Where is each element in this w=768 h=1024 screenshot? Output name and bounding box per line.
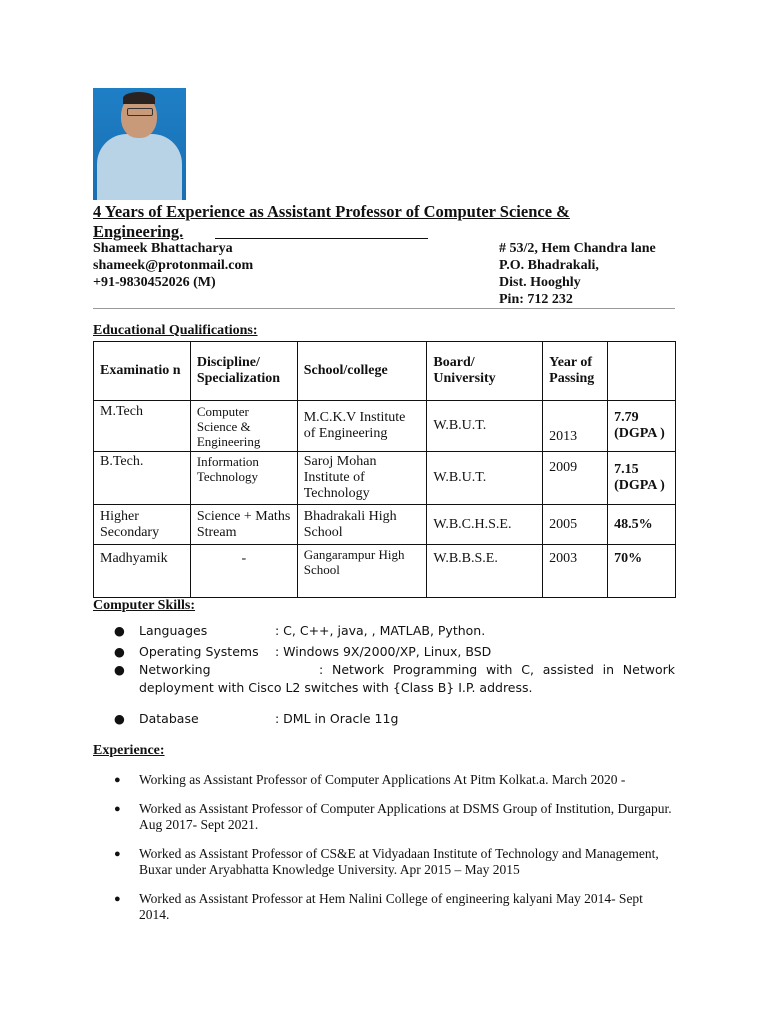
bullet-icon: ● bbox=[114, 803, 121, 815]
list-item bbox=[110, 661, 675, 697]
cell-board: W.B.U.T. bbox=[427, 401, 543, 452]
skill-value: : C, C++, java, , MATLAB, Python. bbox=[275, 623, 486, 638]
cell-board: W.B.C.H.S.E. bbox=[427, 505, 543, 545]
bullet-icon: ● bbox=[114, 623, 125, 638]
experience-text: Working as Assistant Professor of Computer Applications At Pitm Kolkat.a. March 2020 - bbox=[139, 772, 626, 787]
cell-school: Saroj Mohan Institute of Technology bbox=[297, 452, 427, 505]
cell-discipline: Information Technology bbox=[190, 452, 297, 505]
cell-board: W.B.U.T. bbox=[427, 452, 543, 505]
cell-exam: Higher Secondary bbox=[94, 505, 191, 545]
address-line-1: # 53/2, Hem Chandra lane bbox=[499, 241, 656, 256]
experience-text: Worked as Assistant Professor of Computer Applications at DSMS Group of Institution, Durgapur. Aug 2017- Sept 2021. bbox=[139, 801, 672, 832]
list-item bbox=[110, 846, 675, 878]
email: shameek@protonmail.com bbox=[93, 258, 254, 273]
contact-right bbox=[499, 240, 656, 308]
table-row bbox=[94, 452, 676, 505]
cell-discipline: Science + Maths Stream bbox=[190, 505, 297, 545]
cell-exam: Madhyamik bbox=[94, 545, 191, 598]
bullet-icon: ● bbox=[114, 893, 121, 905]
cell-score: 7.15 (DGPA ) bbox=[608, 452, 676, 505]
divider bbox=[93, 308, 675, 309]
skill-value: : Windows 9X/2000/XP, Linux, BSD bbox=[275, 644, 492, 659]
header-discipline: Discipline/ Specialization bbox=[190, 342, 297, 401]
phone: +91-9830452026 (M) bbox=[93, 275, 216, 290]
experience-text: Worked as Assistant Professor of CS&E at Vidyadaan Institute of Technology and Management, Buxar under Aryabhatta Knowledge University. Apr 2015 – May 2015 bbox=[139, 846, 659, 877]
table-row bbox=[94, 401, 676, 452]
skill-label: Networking bbox=[139, 662, 211, 677]
pin-code: Pin: 712 232 bbox=[499, 292, 573, 307]
bullet-icon: ● bbox=[114, 644, 125, 659]
skill-label: Database bbox=[139, 711, 199, 726]
experience-text: Worked as Assistant Professor at Hem Nalini College of engineering kalyani May 2014- Sept 2014. bbox=[139, 891, 643, 922]
bullet-icon: ● bbox=[114, 662, 125, 677]
skills-list bbox=[110, 622, 675, 728]
cell-exam: B.Tech. bbox=[94, 452, 191, 505]
skills-title: Computer Skills: bbox=[93, 598, 196, 613]
skill-value: : DML in Oracle 11g bbox=[275, 711, 399, 726]
bullet-icon: ● bbox=[114, 711, 125, 726]
skill-value: : Network Programming with C, assisted in Network deployment with Cisco L2 switches with {Class B} I.P. address. bbox=[139, 662, 675, 695]
cell-year: 2013 bbox=[543, 401, 608, 452]
table-row bbox=[94, 505, 676, 545]
education-table bbox=[93, 341, 676, 598]
skill-label: Languages bbox=[139, 623, 208, 638]
skill-label: Operating Systems bbox=[139, 644, 259, 659]
profile-photo bbox=[93, 88, 186, 200]
bullet-icon: ● bbox=[114, 774, 121, 786]
table-header-row bbox=[94, 342, 676, 401]
cell-score: 70% bbox=[608, 545, 676, 598]
experience-list bbox=[110, 772, 675, 923]
header-year: Year of Passing bbox=[543, 342, 608, 401]
experience-title: Experience: bbox=[93, 743, 165, 758]
header-exam: Examinatio n bbox=[94, 342, 191, 401]
contact-left bbox=[93, 240, 253, 291]
cell-year: 2009 bbox=[543, 452, 608, 505]
list-item bbox=[110, 801, 675, 833]
cell-discipline: Computer Science & Engineering bbox=[190, 401, 297, 452]
candidate-name: Shameek Bhattacharya bbox=[93, 241, 233, 256]
bullet-icon: ● bbox=[114, 848, 121, 860]
cell-school: Gangarampur High School bbox=[297, 545, 427, 598]
cell-score: 48.5% bbox=[608, 505, 676, 545]
cell-school: Bhadrakali High School bbox=[297, 505, 427, 545]
cell-score: 7.79 (DGPA ) bbox=[608, 401, 676, 452]
cell-school: M.C.K.V Institute of Engineering bbox=[297, 401, 427, 452]
header-board: Board/ University bbox=[427, 342, 543, 401]
cell-year: 2005 bbox=[543, 505, 608, 545]
cell-board: W.B.B.S.E. bbox=[427, 545, 543, 598]
header-school: School/college bbox=[297, 342, 427, 401]
cell-exam: M.Tech bbox=[94, 401, 191, 452]
table-row bbox=[94, 545, 676, 598]
header-score bbox=[608, 342, 676, 401]
headline bbox=[93, 202, 653, 242]
list-item bbox=[110, 643, 675, 661]
headline-line-1: 4 Years of Experience as Assistant Professor of Computer Science & bbox=[93, 202, 570, 221]
list-item bbox=[110, 710, 675, 728]
list-item bbox=[110, 622, 675, 640]
headline-line-2: Engineering. bbox=[93, 222, 184, 241]
cell-discipline: - bbox=[190, 545, 297, 598]
education-title: Educational Qualifications: bbox=[93, 323, 258, 338]
address-line-3: Dist. Hooghly bbox=[499, 275, 581, 290]
cell-year: 2003 bbox=[543, 545, 608, 598]
address-line-2: P.O. Bhadrakali, bbox=[499, 258, 599, 273]
list-item bbox=[110, 891, 675, 923]
list-item bbox=[110, 772, 675, 788]
